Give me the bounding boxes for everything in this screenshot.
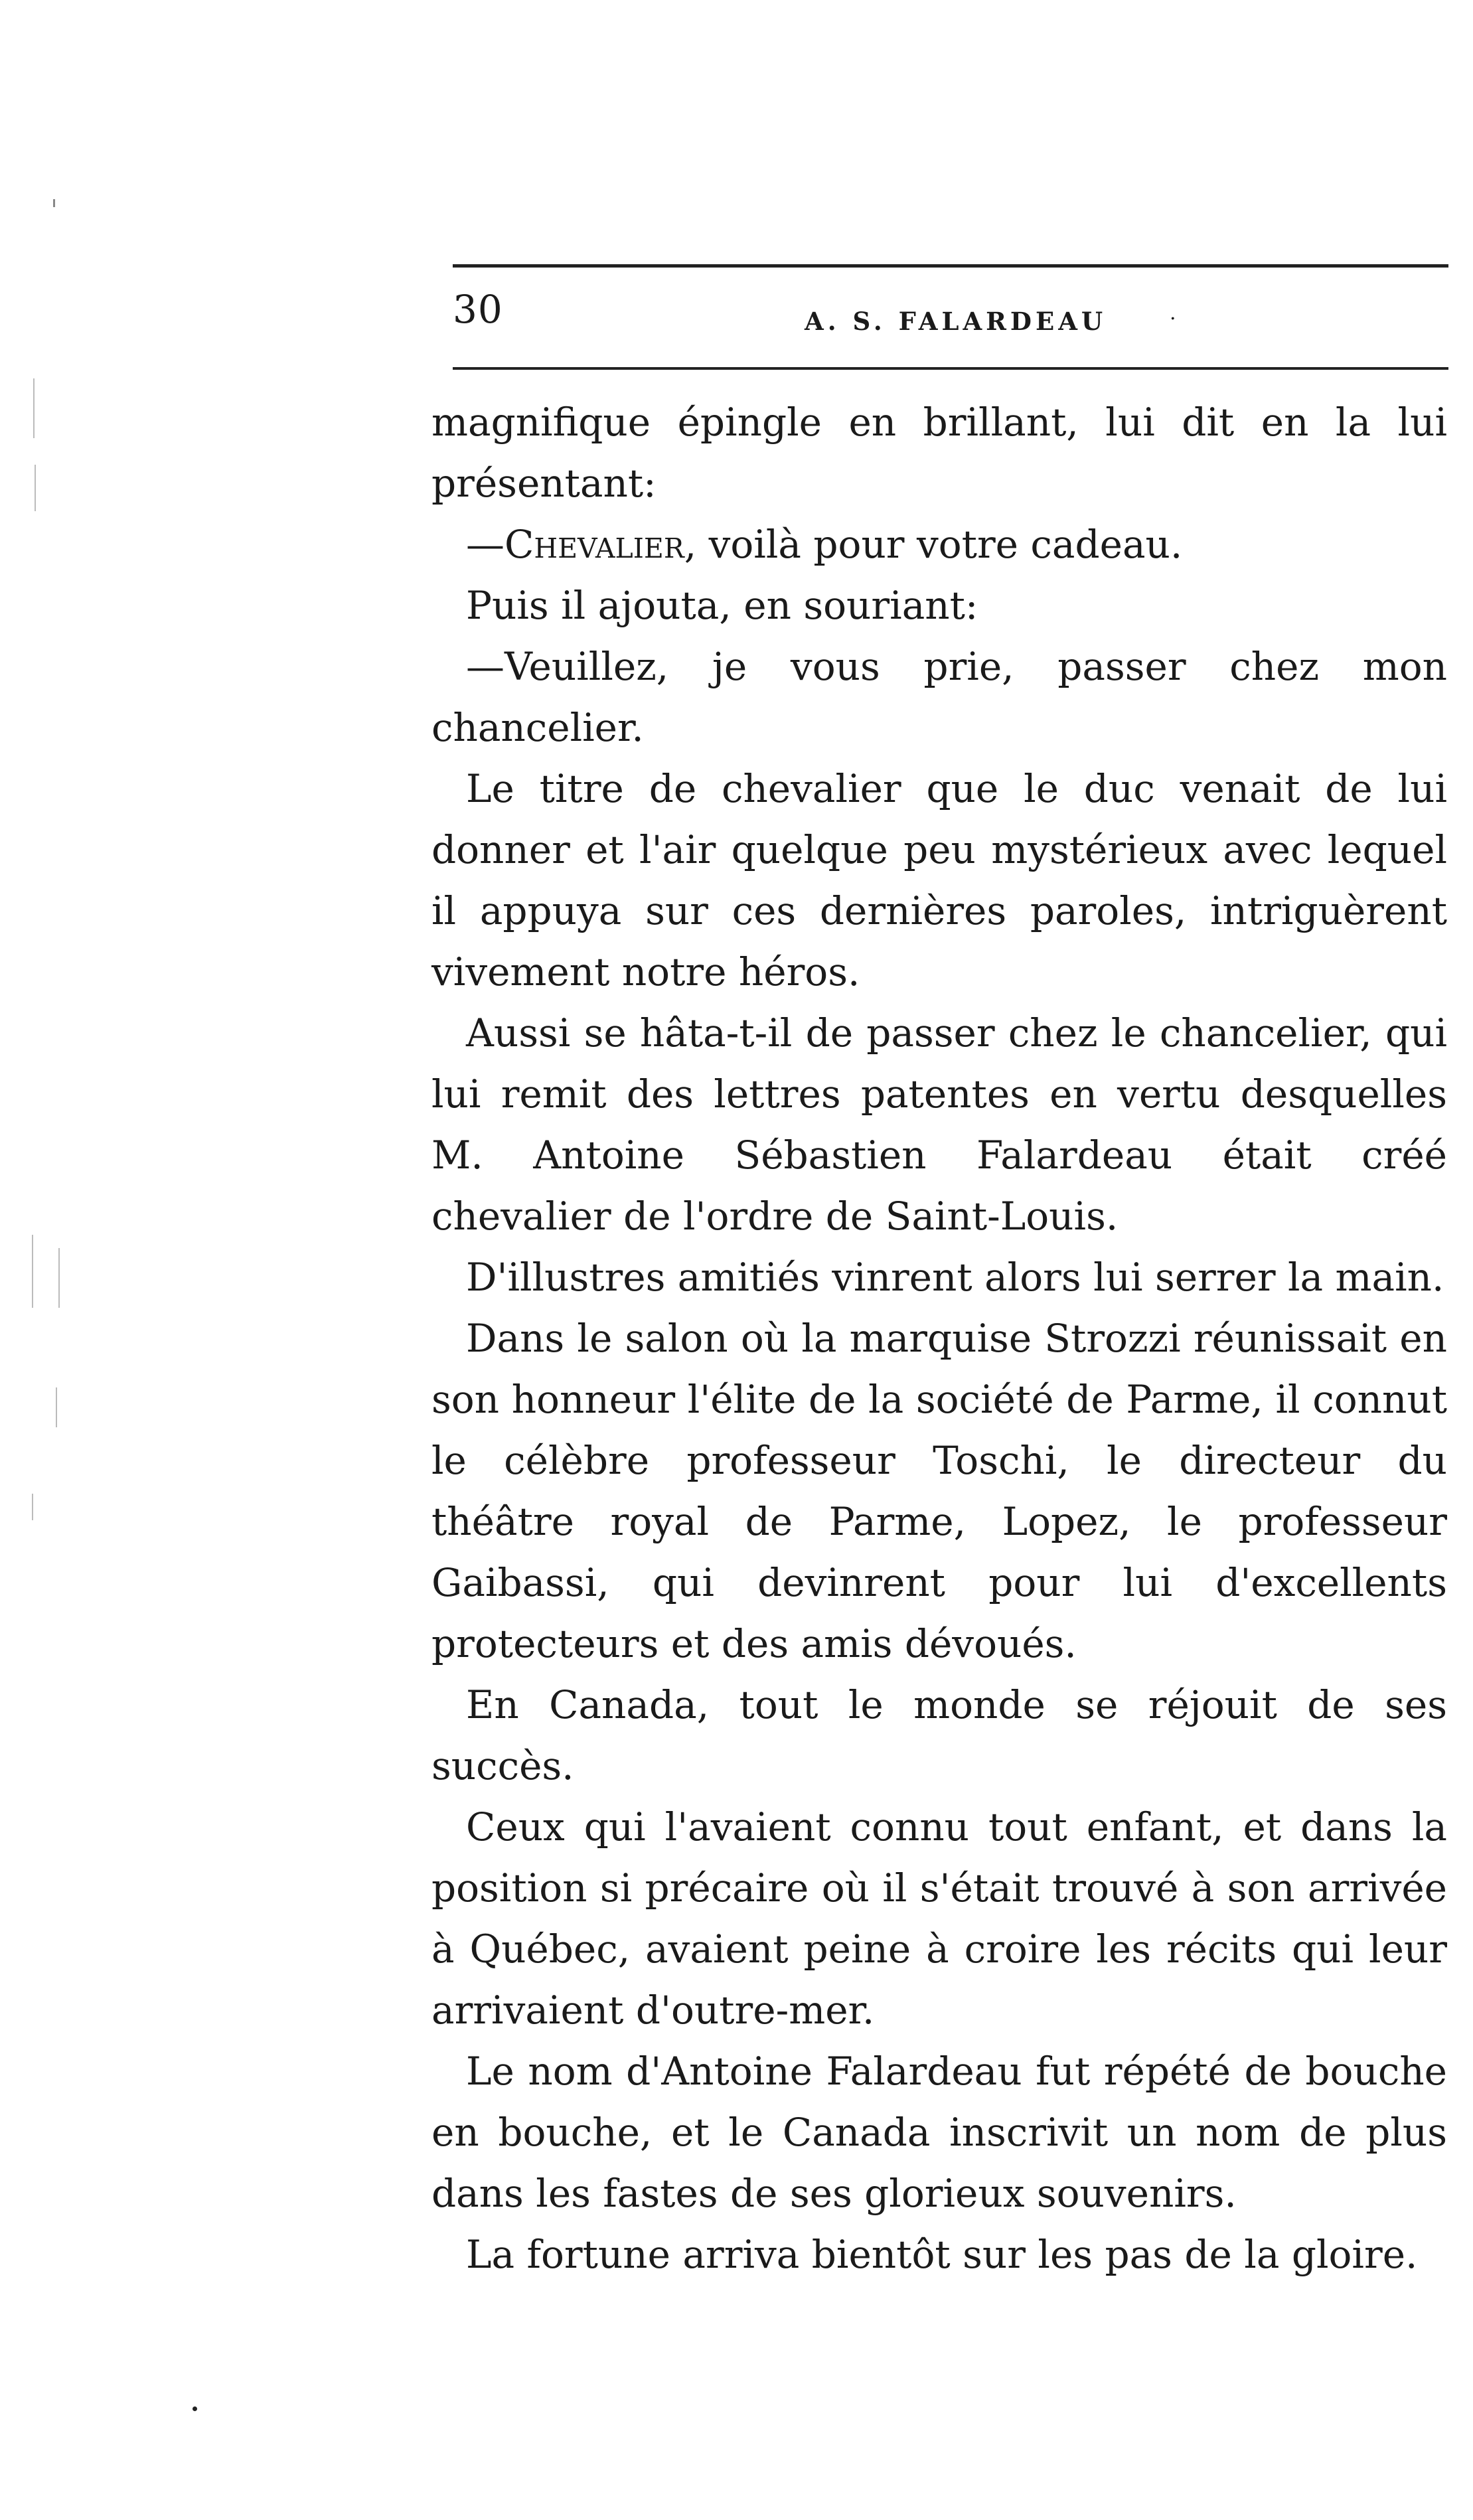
page-header <box>453 287 1448 340</box>
small-caps-word: Chevalier <box>504 522 684 567</box>
running-head: A. S. FALARDEAU <box>805 307 1107 336</box>
paragraph: Puis il ajouta, en souriant: <box>466 583 978 628</box>
scan-mark <box>35 465 36 511</box>
header-rule-bottom <box>453 367 1448 370</box>
paragraph: Dans le salon où la marquise Strozzi réunissait en son honneur l'élite de la société de Parme, il connut le célèbre professeur Toschi, le directeur du théâtre royal de Parme, Lopez, le professeur Gaibassi, qui devinrent pour lui d'excellents protecteurs et des amis dévoués. <box>431 1316 1447 1666</box>
paragraph: Le titre de chevalier que le duc venait de lui donner et l'air quelque peu mystérieux avec lequel il appuya sur ces dernières paroles, intriguèrent vivement notre héros. <box>431 766 1447 994</box>
paragraph: En Canada, tout le monde se réjouit de ses succès. <box>431 1682 1447 1788</box>
scan-mark <box>56 1387 57 1427</box>
paragraph <box>431 514 1447 575</box>
running-head-mark: . <box>1170 301 1176 325</box>
paragraph: Aussi se hâta-t-il de passer chez le chancelier, qui lui remit des lettres patentes en vertu desquelles M. Antoine Sébastien Falardeau était créé chevalier de l'ordre de Saint-Louis. <box>431 1010 1447 1239</box>
scan-mark <box>32 1235 33 1308</box>
scan-mark <box>53 199 55 207</box>
paragraph: La fortune arriva bientôt sur les pas de la gloire. <box>466 2232 1418 2277</box>
paragraph: —Veuillez, je vous prie, passer chez mon chancelier. <box>431 644 1447 750</box>
body-text <box>431 392 1447 2285</box>
paragraph: magnifique épingle en brillant, lui dit en la lui présentant: <box>431 400 1447 506</box>
dash: — <box>466 522 504 567</box>
header-rule-top <box>453 264 1448 268</box>
scan-mark <box>33 378 35 438</box>
paragraph-rest: , voilà pour votre cadeau. <box>684 522 1183 567</box>
scan-mark <box>58 1248 60 1308</box>
scan-dot <box>193 2406 197 2411</box>
page-number: 30 <box>453 287 503 332</box>
paragraph: Ceux qui l'avaient connu tout enfant, et dans la position si précaire où il s'était trouvé à son arrivée à Québec, avaient peine à croire les récits qui leur arrivaient d'outre-mer. <box>431 1804 1447 2033</box>
paragraph: D'illustres amitiés vinrent alors lui serrer la main. <box>466 1255 1444 1300</box>
scan-mark <box>32 1494 33 1520</box>
paragraph: Le nom d'Antoine Falardeau fut répété de bouche en bouche, et le Canada inscrivit un nom de plus dans les fastes de ses glorieux souvenirs. <box>431 2049 1447 2216</box>
